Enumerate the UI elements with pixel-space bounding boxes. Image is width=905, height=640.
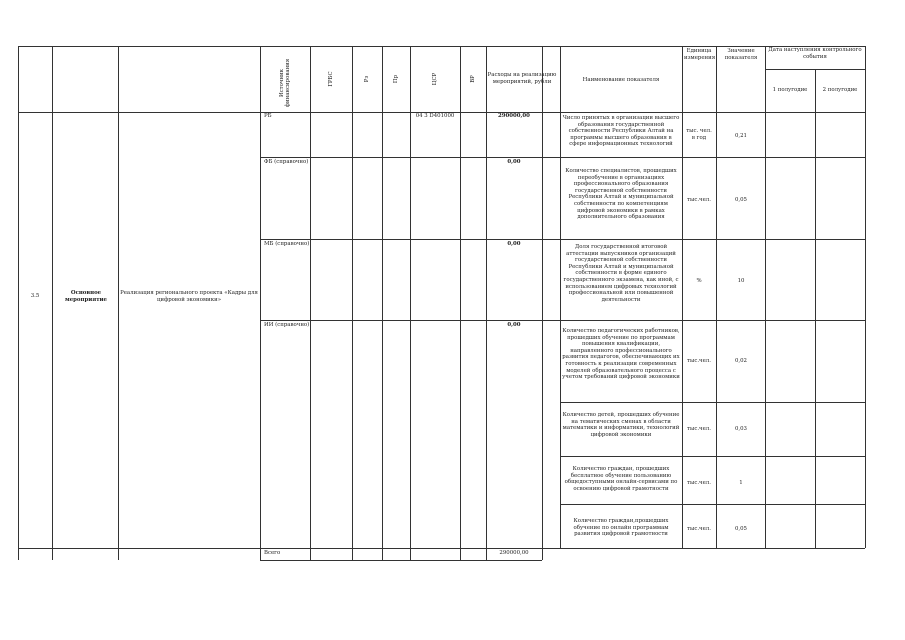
total-top-line xyxy=(18,548,865,549)
indicator-unit: тыс.чел. xyxy=(687,197,711,203)
header-source: Источник финансирования xyxy=(279,58,291,108)
table-bottom-border xyxy=(260,560,542,561)
header-value: Значение показателя xyxy=(724,48,758,61)
header-half1: 1 полугодие xyxy=(772,87,808,93)
indicator-value: 0,05 xyxy=(734,526,747,532)
indicator-value: 0,02 xyxy=(734,358,747,364)
row-line-mb xyxy=(260,239,865,240)
source-label: ИИ (справочно) xyxy=(264,322,310,328)
row-number: 3.5 xyxy=(30,293,40,299)
indicator-name: Количество граждан, прошедших бесплатное обучение пользованию общедоступными онлайн-сервисами по освоению цифровой грамотности xyxy=(564,466,678,492)
row-name: Реализация регионального проекта «Кадры для цифровой экономики» xyxy=(120,290,258,303)
col-border-12 xyxy=(682,46,683,548)
source-amount: 0,00 xyxy=(507,241,521,247)
header-indicator: Наименование показателя xyxy=(582,77,660,83)
col-border-8 xyxy=(460,46,461,560)
col-border-4 xyxy=(310,46,311,560)
indicator-value: 10 xyxy=(737,278,745,284)
source-csr: 04 3 D401000 xyxy=(415,113,455,119)
indicator-name: Количество педагогических работников, прошедших обучение по программам повышения квалификации, направленного профессионального развития педагогов, обеспечивающих их готовность к реализации современных моделей образовательного процесса с учетом требований цифровой экономики xyxy=(562,328,680,381)
indicator-unit: тыс.чел. xyxy=(687,480,711,486)
col-border-10 xyxy=(542,46,543,560)
col-border-15 xyxy=(815,69,816,548)
col-border-0 xyxy=(18,46,19,560)
header-half2: 2 полугодие xyxy=(822,87,858,93)
indicator-unit: тыс.чел. xyxy=(687,526,711,532)
col-border-2 xyxy=(118,46,119,560)
indicator-value: 0,21 xyxy=(734,133,747,139)
source-label: РБ xyxy=(264,113,272,119)
row-line-ind5 xyxy=(560,402,865,403)
indicator-unit: тыс.чел. xyxy=(687,426,711,432)
header-expenses: Расходы на реализацию мероприятий, рубли xyxy=(487,72,557,85)
header-rz: Рз xyxy=(364,75,370,83)
indicator-name: Количество детей, прошедших обучение на тематических сменах в области математики и информатики, технологий цифровой экономики xyxy=(562,412,680,438)
table-top-border xyxy=(18,46,865,47)
source-label: ФБ (справочно) xyxy=(264,159,309,165)
indicator-unit: тыс.чел. xyxy=(687,358,711,364)
header-pr: Пр xyxy=(393,74,399,84)
row-line-ind7 xyxy=(560,504,865,505)
row-line-ii xyxy=(260,320,865,321)
col-border-6 xyxy=(382,46,383,560)
header-deadline: Дата наступления контрольного события xyxy=(768,47,862,60)
source-amount: 0,00 xyxy=(507,322,521,328)
col-border-11 xyxy=(560,46,561,548)
indicator-value: 0,05 xyxy=(734,197,747,203)
source-amount: 0,00 xyxy=(507,159,521,165)
indicator-name: Количество специалистов, прошедших переобучение в организациях профессионального образования государственной собственности Республики Алтай и муниципальной собственности по компетенциям цифровой экономики в рамках дополнительного образования xyxy=(565,168,677,221)
col-border-14 xyxy=(765,46,766,548)
row-type: Основное мероприятие xyxy=(65,290,107,303)
col-border-5 xyxy=(352,46,353,560)
indicator-name: Доля государственной итоговой аттестации выпускников организаций государственной собственности Республики Алтай и муниципальной собственности в форме единого государственного экзамена, как иной, с использованием цифровых технологий профессиональной или повышенной деятельности xyxy=(563,244,679,303)
indicator-name: Количество граждан,прошедших обучение по онлайн программам развития цифровой грамотности xyxy=(573,518,669,538)
header-vr: ВР xyxy=(470,75,476,83)
source-amount: 290000,00 xyxy=(498,113,530,119)
indicator-unit: тыс. чел. в год xyxy=(686,128,712,141)
total-amount: 290000,00 xyxy=(499,550,529,556)
header-grbs: ГРБС xyxy=(328,71,334,87)
col-border-7 xyxy=(410,46,411,560)
indicator-name: Число принятых в организации высшего образования государственной собственности Республики Алтай на программы высшего образования в сфере информационных технологий xyxy=(562,115,680,148)
row-line-fb xyxy=(260,157,865,158)
indicator-unit: % xyxy=(696,278,702,284)
row-line-ind6 xyxy=(560,456,865,457)
header-unit: Единица измерения xyxy=(684,48,716,61)
indicator-value: 1 xyxy=(739,480,743,486)
col-border-9 xyxy=(486,46,487,560)
col-border-13 xyxy=(716,46,717,548)
col-border-16 xyxy=(865,46,866,548)
indicator-value: 0,03 xyxy=(734,426,747,432)
source-label: МБ (справочно) xyxy=(264,241,310,247)
total-label: Всего xyxy=(264,550,281,556)
header-csr: ЦСР xyxy=(432,72,438,86)
col-border-1 xyxy=(52,46,53,560)
col-border-3 xyxy=(260,46,261,560)
